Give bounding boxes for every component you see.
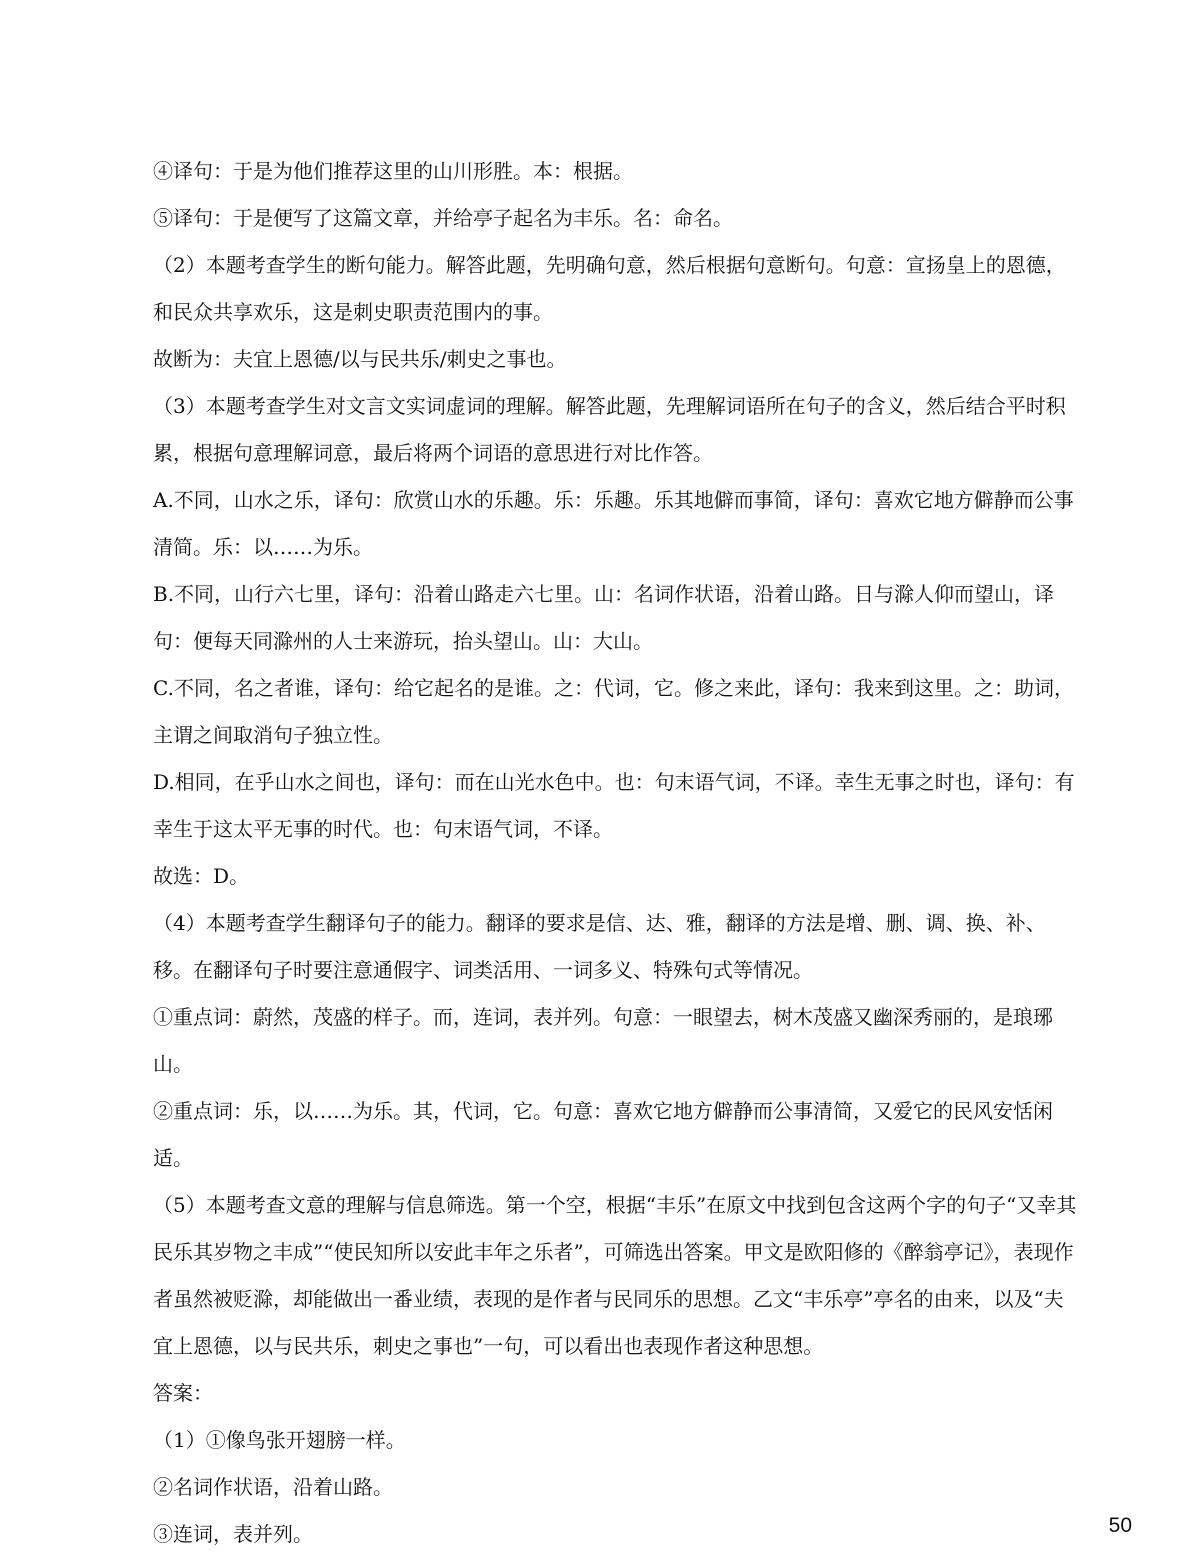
page-number: 50 <box>1108 1514 1132 1537</box>
paragraph-option-b: B.不同，山行六七里，译句：沿着山路走六七里。山：名词作状语，沿着山路。日与滁人仰而望山，译句：便每天同滁州的人士来游玩，抬头望山。山：大山。 <box>153 582 1055 653</box>
paragraph-option-a: A.不同，山水之乐，译句：欣赏山水的乐趣。乐：乐趣。乐其地僻而事简，译句：喜欢它地方僻静而公事清简。乐：以……为乐。 <box>153 488 1074 559</box>
paragraph-translation-4: ④译句：于是为他们推荐这里的山川形胜。本：根据。 <box>153 159 633 183</box>
paragraph-option-c: C.不同，名之者谁，译句：给它起名的是谁。之：代词，它。修之来此，译句：我来到这里。之：助词，主谓之间取消句子独立性。 <box>153 676 1074 747</box>
paragraph-option-d: D.相同，在乎山水之间也，译句：而在山光水色中。也：句末语气词，不译。幸生无事之时也，译句：有幸生于这太平无事的时代。也：句末语气词，不译。 <box>153 770 1075 841</box>
paragraph-answer-1-1: （1）①像鸟张开翅膀一样。 <box>153 1428 406 1452</box>
paragraph-answer-1-3: ③连词，表并列。 <box>153 1522 313 1546</box>
paragraph-answer-1-2: ②名词作状语，沿着山路。 <box>153 1475 393 1499</box>
document-body <box>153 148 1083 1558</box>
paragraph-question-5: （5）本题考查文意的理解与信息筛选。第一个空，根据“丰乐”在原文中找到包含这两个字的句子“又幸其民乐其岁物之丰成”“使民知所以安此丰年之乐者”，可筛选出答案。甲文是欧阳修的《醉翁亭记》，表现作者虽然被贬滁，却能做出一番业绩，表现的是作者与民同乐的思想。乙文“丰乐亭”亭名的由来，以及“夫宜上恩德，以与民共乐，刺史之事也”一句，可以看出也表现作者这种思想。 <box>153 1193 1077 1358</box>
paragraph-question-3: （3）本题考查学生对文言文实词虚词的理解。解答此题，先理解词语所在句子的含义，然后结合平时积累，根据句意理解词意，最后将两个词语的意思进行对比作答。 <box>153 394 1066 465</box>
paragraph-answer-heading: 答案： <box>153 1381 213 1405</box>
paragraph-translation-5: ⑤译句：于是便写了这篇文章，并给亭子起名为丰乐。名：命名。 <box>153 206 733 230</box>
paragraph-question-2: （2）本题考查学生的断句能力。解答此题，先明确句意，然后根据句意断句。句意：宣扬皇上的恩德，和民众共享欢乐，这是刺史职责范围内的事。 <box>153 253 1066 324</box>
paragraph-question-4: （4）本题考查学生翻译句子的能力。翻译的要求是信、达、雅，翻译的方法是增、删、调、换、补、移。在翻译句子时要注意通假字、词类活用、一词多义、特殊句式等情况。 <box>153 911 1046 982</box>
paragraph-keyword-2: ②重点词：乐，以……为乐。其，代词，它。句意：喜欢它地方僻静而公事清简，又爱它的民风安恬闲适。 <box>153 1099 1053 1170</box>
paragraph-choice: 故选：D。 <box>153 864 250 888</box>
paragraph-keyword-1: ①重点词：蔚然，茂盛的样子。而，连词，表并列。句意：一眼望去，树木茂盛又幽深秀丽的，是琅琊山。 <box>153 1005 1053 1076</box>
paragraph-question-2-answer: 故断为：夫宜上恩德/以与民共乐/刺史之事也。 <box>153 347 567 371</box>
